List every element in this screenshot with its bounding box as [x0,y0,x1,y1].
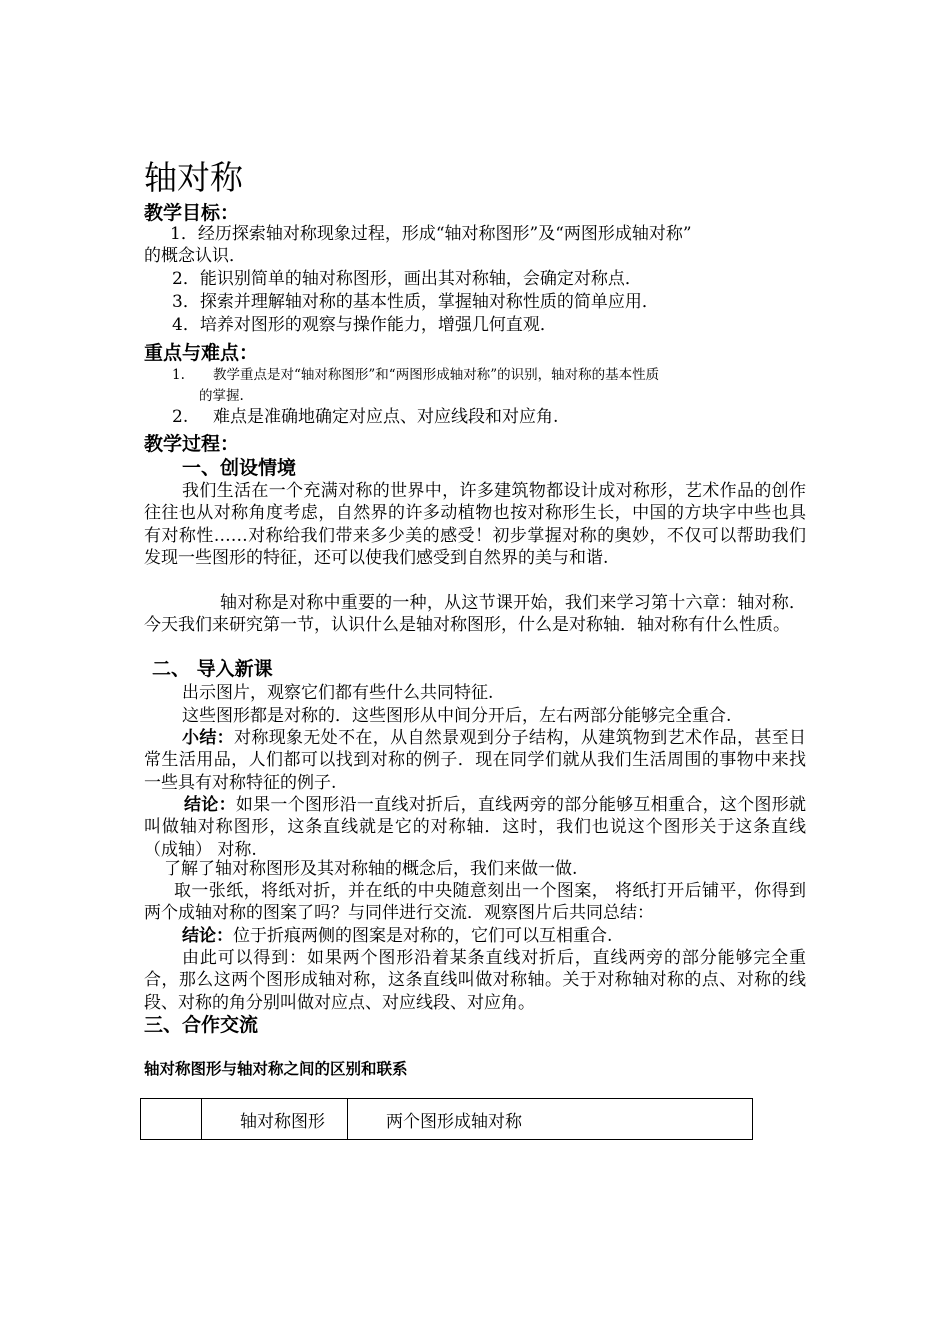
table-row [141,1099,753,1140]
section-3-subheading: 轴对称图形与轴对称之间的区别和联系 [144,1060,408,1078]
summary-text: 对称现象无处不在，从自然景观到分子结构，从建筑物到艺术作品，甚至日常生活用品，人们都可以找到对称的例子．现在同学们就从我们生活周围的事物中来找一些具有对称特征的例子. [144,728,807,793]
conclusion-1-paragraph [144,794,806,861]
section-2-line-1: 出示图片，观察它们都有些什么共同特征. [182,683,494,703]
table-header-empty [141,1099,202,1140]
section-1-paragraph-1: 我们生活在一个充满对称的世界中，许多建筑物都设计成对称形，艺术作品的创作往往也从对称角度考虑，自然界的许多动植物也按对称形生长，中国的方块字中些也具有对称性……对称给我们带来多少美的感受！初步掌握对称的奥妙，不仅可以帮助我们发现一些图形的特征，还可以使我们感受到自然界的美与和谐. [144,481,806,569]
keypoint-1-line-1: 教学重点是对“轴对称图形”和“两图形成轴对称”的识别，轴对称的基本性质 [213,367,660,383]
table-header-axial-figure: 轴对称图形 [202,1099,348,1140]
objective-4: 4．培养对图形的观察与操作能力，增强几何直观． [172,315,557,335]
section-1-paragraph-2: 轴对称是对称中重要的一种，从这节课开始，我们来学习第十六章：轴对称．今天我们来研究第一节，认识什么是轴对称图形，什么是对称轴．轴对称有什么性质。 [144,593,806,636]
summary-label: 小结： [182,728,235,748]
table-header-two-figures: 两个图形成轴对称 [348,1099,753,1140]
objective-1-line-1: 1．经历探索轴对称现象过程，形成“轴对称图形”及“两图形成轴对称” [170,224,692,244]
conclusion-2-line [182,925,612,947]
section-1-heading: 一、创设情境 [182,457,297,479]
objectives-heading: 教学目标： [144,202,240,224]
keypoints-heading: 重点与难点： [144,342,259,364]
keypoint-2-number: 2. [172,407,189,427]
objective-1-line-2: 的概念认识． [144,246,246,266]
conclusion-1-label: 结论： [184,795,236,815]
conclusion-2-label: 结论： [182,926,233,946]
process-heading: 教学过程： [144,433,240,455]
section-3-heading: 三、合作交流 [144,1014,259,1036]
document-title: 轴对称 [144,158,243,197]
summary-paragraph [144,727,806,794]
section-2-line-2: 这些图形都是对称的．这些图形从中间分开后，左右两部分能够完全重合. [182,706,732,726]
keypoint-1-number: 1. [172,367,185,383]
section-2-heading: 二、 导入新课 [152,658,273,680]
result-paragraph: 由此可以得到：如果两个图形沿着某条直线对折后，直线两旁的部分能够完全重合，那么这两个图形成轴对称，这条直线叫做对称轴。关于对称轴对称的点、对称的线段、对称的角分别叫做对应点、对应线段、对应角。 [144,948,806,1013]
objective-2: 2．能识别简单的轴对称图形，画出其对称轴，会确定对称点． [172,269,642,289]
objective-3: 3．探索并理解轴对称的基本性质，掌握轴对称性质的简单应用． [172,292,659,312]
paper-activity-paragraph: 取一张纸，将纸对折，并在纸的中央随意刻出一个图案， 将纸打开后铺平，你得到两个成轴对称的图案了吗？与同伴进行交流．观察图片后共同总结： [144,881,806,924]
comparison-table [140,1098,753,1140]
keypoint-2-text: 难点是准确地确定对应点、对应线段和对应角. [213,407,559,427]
keypoint-1-line-2: 的掌握. [199,388,244,404]
conclusion-2-text: 位于折痕两侧的图案是对称的，它们可以互相重合. [233,926,613,946]
conclusion-1-text: 如果一个图形沿一直线对折后，直线两旁的部分能够互相重合，这个图形就叫做轴对称图形，这条直线就是它的对称轴．这时，我们也说这个图形关于这条直线（成轴） 对称. [144,795,807,860]
section-2-line-3: 了解了轴对称图形及其对称轴的概念后，我们来做一做. [164,859,578,879]
